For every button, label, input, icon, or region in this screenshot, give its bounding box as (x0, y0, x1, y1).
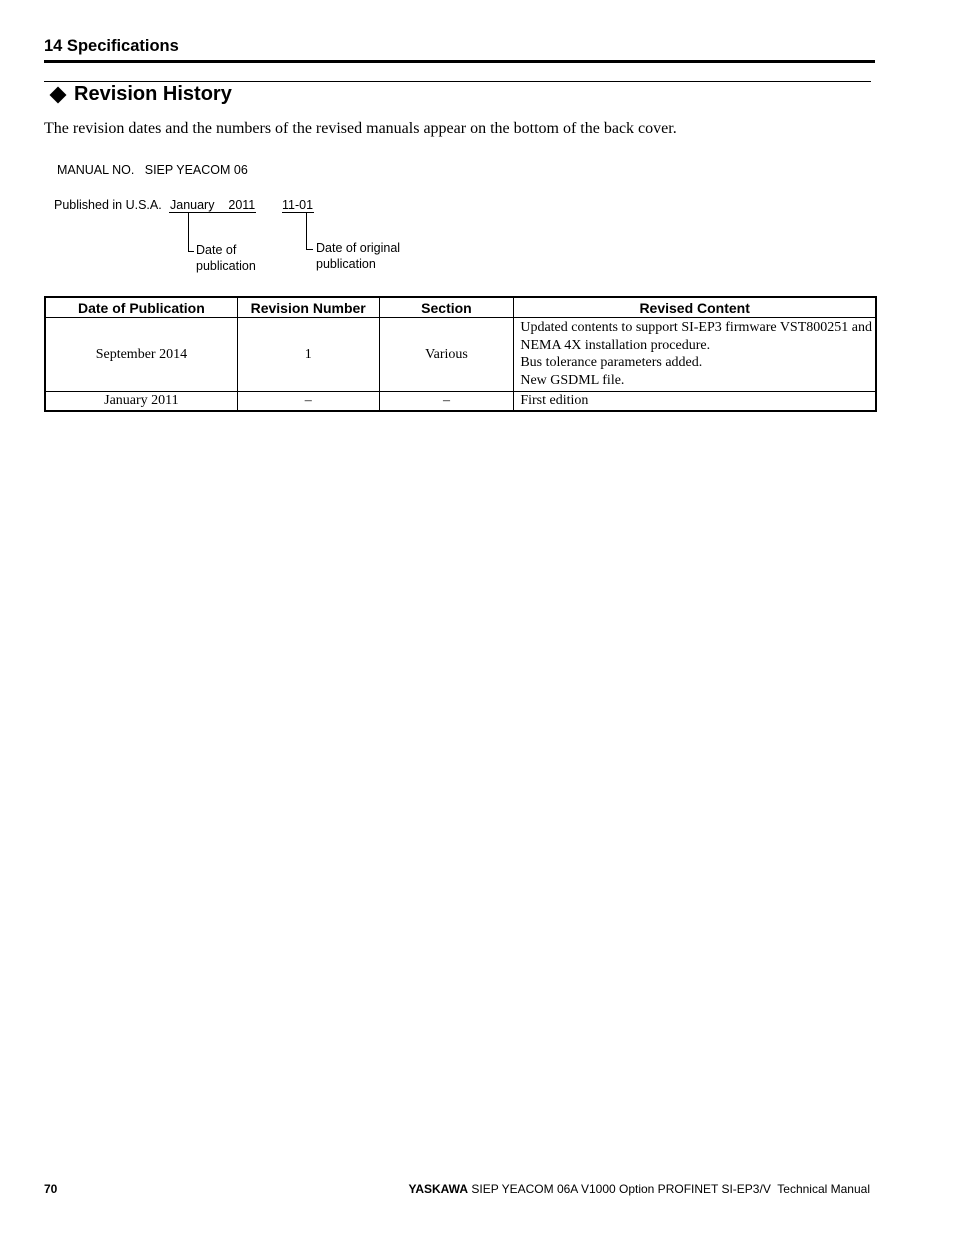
cell-revision: – (237, 392, 379, 412)
content-line: Bus tolerance parameters added. (520, 355, 703, 370)
chapter-header: 14 Specifications (44, 37, 179, 55)
callout-date-line-2: publication (196, 258, 256, 273)
footer-brand: YASKAWA (408, 1182, 469, 1196)
column-header: Section (379, 297, 514, 318)
chapter-divider (44, 60, 875, 63)
footer-title-text: SIEP YEACOM 06A V1000 Option PROFINET SI-EP3/V Technical Manual (468, 1182, 870, 1196)
callout-date-line-1: Date of (196, 243, 237, 257)
callout-code-line-2: publication (316, 256, 376, 271)
date-leader-tick (188, 251, 194, 252)
intro-paragraph: The revision dates and the numbers of the revised manuals appear on the bottom of the back cover. (44, 120, 677, 137)
column-header: Revision Number (237, 297, 379, 318)
diamond-bullet-icon (50, 86, 67, 103)
table-header-row (45, 297, 876, 318)
cell-revised-content (514, 392, 876, 412)
column-header: Date of Publication (45, 297, 237, 318)
content-line: First edition (520, 393, 589, 408)
callout-original-date (316, 241, 400, 272)
column-header: Revised Content (514, 297, 876, 318)
section-heading (49, 83, 232, 106)
content-line: New GSDML file. (520, 372, 625, 388)
published-label: Published in U.S.A. (54, 198, 162, 212)
date-underline (169, 212, 256, 213)
table-row (45, 318, 876, 392)
code-leader-tick (306, 249, 313, 250)
cell-revision: 1 (237, 318, 379, 392)
cell-section: Various (379, 318, 514, 392)
cell-section: – (379, 392, 514, 412)
content-line: NEMA 4X installation procedure. (520, 337, 711, 353)
content-line: Updated contents to support SI-EP3 firmware VST800251 and (520, 320, 872, 335)
page-number: 70 (44, 1182, 58, 1196)
publication-date-value: January 2011 (170, 198, 256, 212)
section-divider (44, 81, 871, 82)
code-underline (282, 212, 314, 213)
original-date-code: 11-01 (282, 198, 314, 212)
footer-manual-title (408, 1182, 870, 1196)
callout-code-line-1: Date of original (316, 241, 401, 255)
manual-number-label: MANUAL NO. SIEP YEACOM 06 (57, 163, 248, 177)
date-leader-line (188, 213, 189, 251)
cell-date: September 2014 (45, 318, 237, 392)
cell-revised-content (514, 318, 876, 392)
table-row (45, 392, 876, 412)
revision-history-table (44, 296, 877, 412)
section-title: Revision History (74, 83, 232, 105)
code-leader-line (306, 213, 307, 249)
callout-publication-date (196, 243, 256, 274)
cell-date: January 2011 (45, 392, 237, 412)
